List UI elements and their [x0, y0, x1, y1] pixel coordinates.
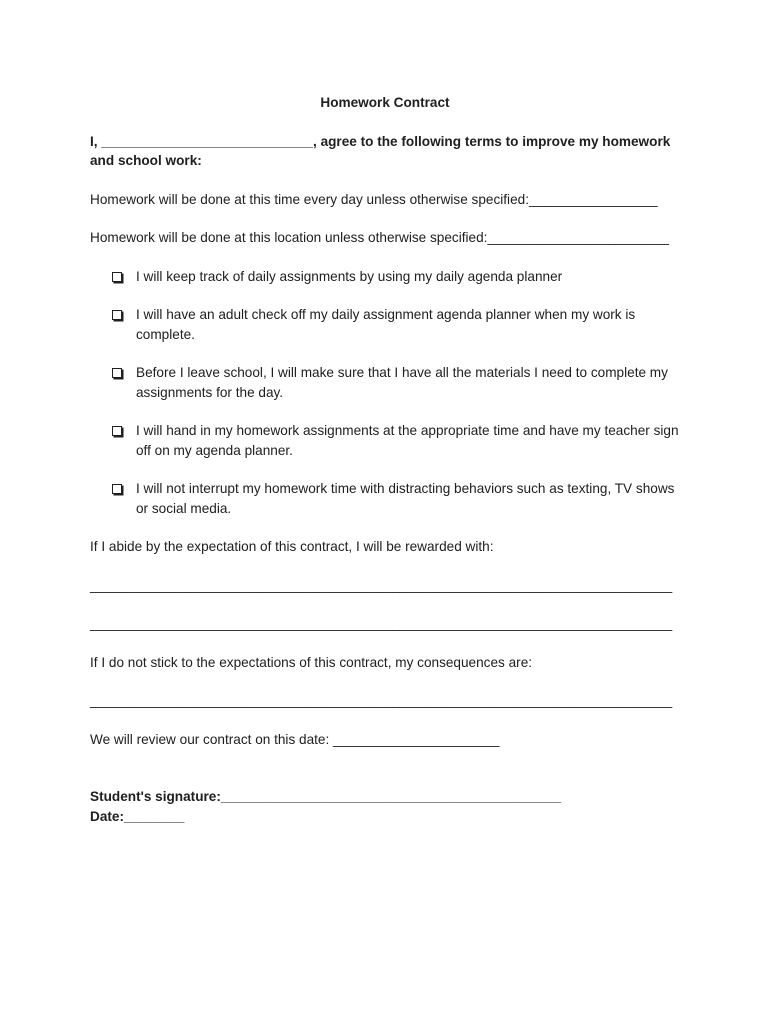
- consequence-blank-line: _____________________________________________________________________________: [90, 693, 673, 708]
- checklist-item: [90, 421, 680, 460]
- signature-date-line: Date:________: [90, 808, 185, 824]
- checklist-item-text: I will have an adult check off my daily assignment agenda planner when my work is complete.: [136, 307, 636, 342]
- checkbox-icon: [112, 484, 122, 494]
- reward-blank-line: _____________________________________________________________________________: [90, 577, 673, 593]
- reward-blank-line: _____________________________________________________________________________: [90, 616, 673, 631]
- document-title: Homework Contract: [320, 95, 450, 110]
- document-page: [90, 93, 680, 826]
- checklist-item-text: I will hand in my homework assignments at the appropriate time and have my teacher sign off on my agenda planner.: [136, 423, 679, 458]
- checklist-item: [90, 267, 680, 287]
- terms-checklist: [90, 267, 680, 519]
- checklist-item: [90, 479, 680, 518]
- homework-time-line: Homework will be done at this time every day unless otherwise specified:_________________: [90, 191, 658, 207]
- checkbox-icon: [112, 310, 122, 320]
- checklist-item-text: I will keep track of daily assignments by using my daily agenda planner: [136, 268, 563, 284]
- reward-prompt: If I abide by the expectation of this contract, I will be rewarded with:: [90, 539, 494, 554]
- checkbox-icon: [112, 426, 122, 436]
- consequence-prompt: If I do not stick to the expectations of this contract, my consequences are:: [90, 654, 533, 670]
- checklist-item-text: I will not interrupt my homework time with distracting behaviors such as texting, TV shows or social media.: [136, 481, 675, 516]
- checklist-item: [90, 363, 680, 402]
- review-date-line: We will review our contract on this date: ______________________: [90, 731, 500, 747]
- checkbox-icon: [112, 272, 122, 282]
- contract-intro: I, ____________________________, agree to the following terms to improve my homework and school work:: [90, 133, 671, 168]
- student-signature-line: Student's signature:_____________________________________________: [90, 789, 562, 804]
- checkbox-icon: [112, 368, 122, 378]
- checklist-item-text: Before I leave school, I will make sure that I have all the materials I need to complete my assignments for the day.: [136, 365, 668, 400]
- homework-location-line: Homework will be done at this location unless otherwise specified:________________________: [90, 230, 669, 245]
- checklist-item: [90, 305, 680, 344]
